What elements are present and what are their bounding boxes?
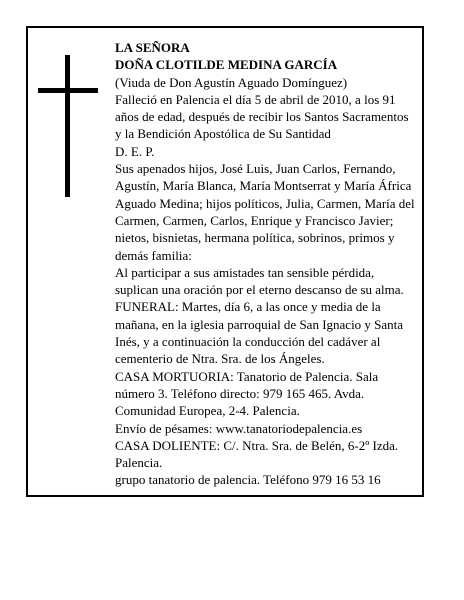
heading-title: LA SEÑORA xyxy=(115,40,190,55)
footer-line: grupo tanatorio de palencia. Teléfono 979 16 53 16 xyxy=(115,472,381,488)
family-paragraph: Sus apenados hijos, José Luis, Juan Carlos, Fernando, Agustín, María Blanca, María Montserrat y María África Aguado Medina; hijos políticos, Julia, Carmen, María del Carmen, Carmen, Carlos, Enrique y Francisco Javier; nietos, bisnietas, hermana política, sobrinos, primos y demás familia: xyxy=(115,161,415,263)
cross-vertical-bar xyxy=(65,55,70,197)
obituary-text xyxy=(115,39,415,489)
latin-cross-icon xyxy=(38,55,98,197)
grieving-home-paragraph: CASA DOLIENTE: C/. Ntra. Sra. de Belén, 6-2º Izda. Palencia. xyxy=(115,437,399,471)
mortuary-paragraph: CASA MORTUORIA: Tanatorio de Palencia. Sala número 3. Teléfono directo: 979 165 465. Avda. Comunidad Europea, 2-4. Palencia. xyxy=(115,368,379,419)
cross-horizontal-bar xyxy=(38,88,98,93)
rip-line: D. E. P. xyxy=(115,143,155,159)
request-paragraph: Al participar a sus amistades tan sensible pérdida, suplican una oración por el eterno descanso de su alma. xyxy=(115,264,404,298)
deceased-name: DOÑA CLOTILDE MEDINA GARCÍA xyxy=(115,57,338,73)
death-paragraph: Falleció en Palencia el día 5 de abril de 2010, a los 91 años de edad, después de recibir los Santos Sacramentos y la Bendición Apostólica de Su Santidad xyxy=(115,91,409,142)
condolences-line: Envío de pésames: www.tanatoriodepalencia.es xyxy=(115,420,363,436)
widow-line: (Viuda de Don Agustín Aguado Domínguez) xyxy=(115,74,348,90)
funeral-paragraph: FUNERAL: Martes, día 6, a las once y media de la mañana, en la iglesia parroquial de San Ignacio y Santa Inés, y a continuación la conducción del cadáver al cementerio de Ntra. Sra. de los Ángeles. xyxy=(115,299,404,367)
